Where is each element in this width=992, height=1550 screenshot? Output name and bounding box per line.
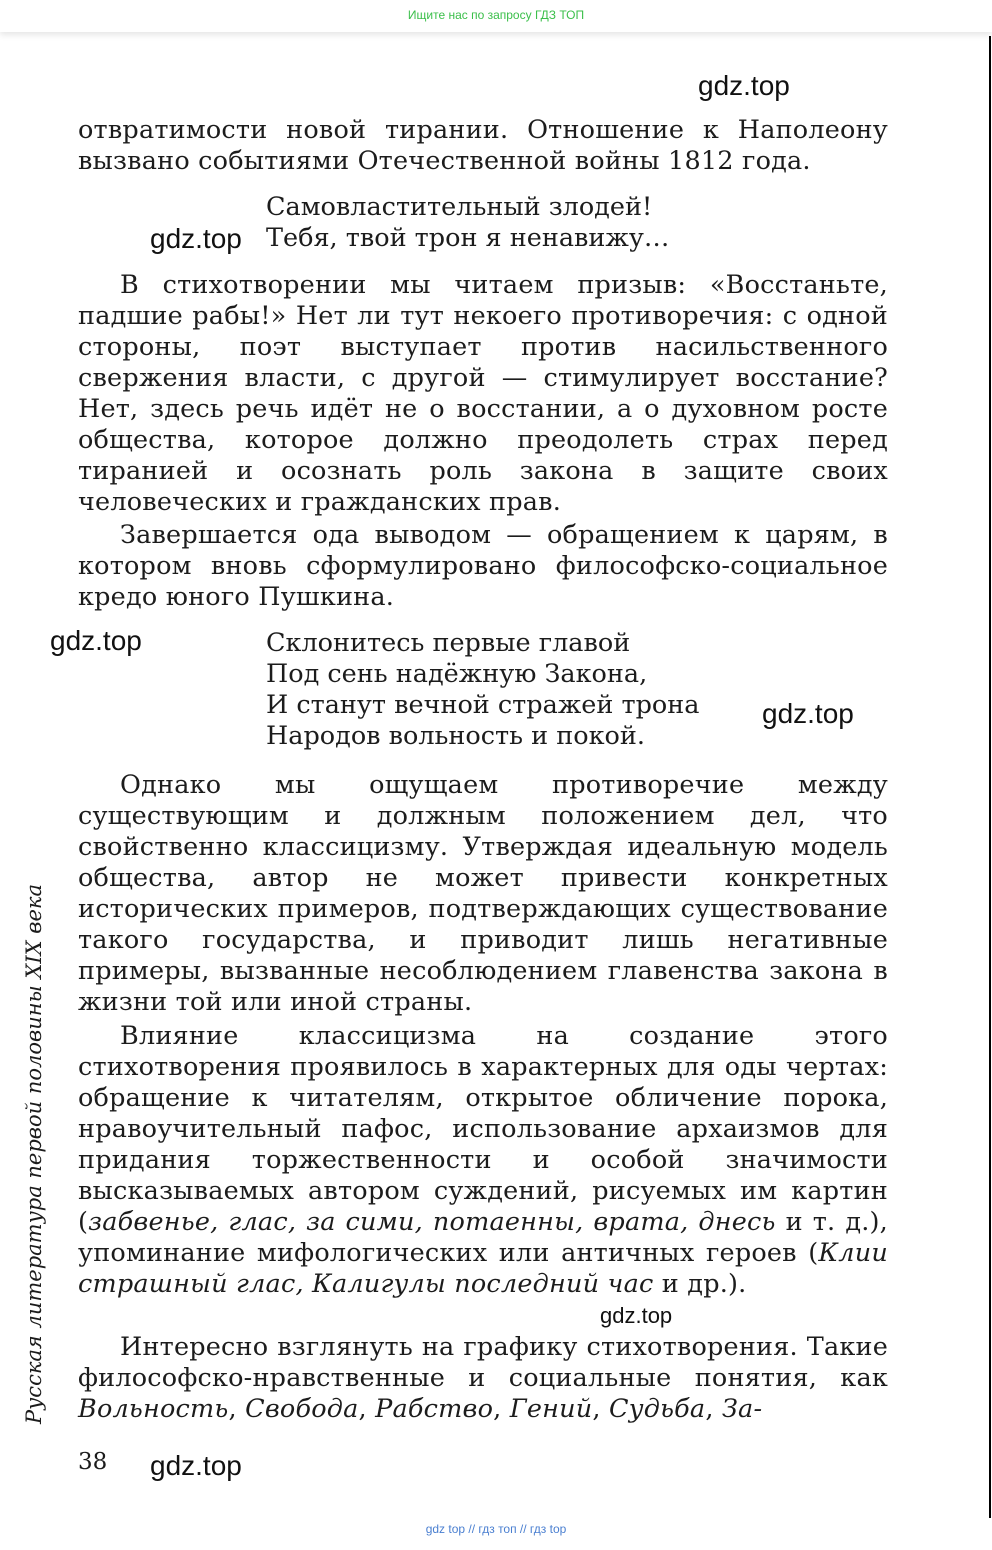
archaisms-list: забвенье, глас, за сими, потаенны, врата, днесь xyxy=(88,1207,776,1237)
separator: , xyxy=(705,1394,722,1424)
verse-2-line: И станут вечной стражей трона xyxy=(266,690,700,720)
watermark: gdz.top xyxy=(762,698,854,729)
separator: , xyxy=(358,1394,376,1424)
paragraph-6-text: Интересно взглянуть на графику стихотворения. Такие философско-нравственные и социальные понятия, как xyxy=(78,1332,888,1393)
concept-word: Вольность xyxy=(78,1394,229,1424)
watermark: gdz.top xyxy=(50,625,142,656)
mythology-quote: Клии страшный глас, Калигулы последний час xyxy=(78,1238,888,1299)
verse-2-line: Народов вольность и покой. xyxy=(266,721,645,751)
paragraph-5-text: и др.). xyxy=(653,1269,747,1299)
footer-text[interactable]: gdz top // гдз топ // гдз top xyxy=(425,1522,567,1536)
paragraph-4: Однако мы ощущаем противоречие между существующим и должным положением дел, что свойственно классицизму. Утверждая идеальную модель общества, автор не может привести конкретных исторических примеров, подтверждающих существование такого государства, и приводит лишь негативные примеры, вызванные несоблюдением главенства закона в жизни той или иной страны. xyxy=(78,770,888,1017)
watermark: gdz.top xyxy=(150,1450,242,1481)
verse-2-line: Под сень надёжную Закона, xyxy=(266,659,648,689)
paragraph-6 xyxy=(78,1332,888,1425)
verse-2 xyxy=(266,628,826,752)
separator: , xyxy=(592,1394,610,1424)
paragraph-1: отвратимости новой тирании. Отношение к Наполеону вызвано событиями Отечественной войны 1812 года. xyxy=(78,115,888,176)
concept-word: За- xyxy=(721,1394,763,1424)
separator: , xyxy=(493,1394,510,1424)
paragraph-5 xyxy=(78,1021,888,1300)
verse-1 xyxy=(266,192,826,254)
paragraph-2: В стихотворении мы читаем призыв: «Восстаньте, падшие рабы!» Нет ли тут некоего противоречия: с одной стороны, поэт выступает против насильственного свержения власти, с другой — стимулирует восстание? Нет, здесь речь идёт не о восстании, а о духовном росте общества, которое должно преодолеть страх перед тиранией и осознать роль закона в защите своих человеческих и гражданских прав. xyxy=(78,270,888,517)
concept-word: Рабство xyxy=(375,1394,494,1424)
paragraph-5-text: Влияние классицизма на создание этого стихотворения проявилось в характерных для оды чертах: обращение к читателям, открытое обличение порока, нравоучительный пафос, использование архаизмов для придания торжественности и особой значимости высказываемых автором суждений, рисуемых им картин ( xyxy=(78,1021,888,1237)
banner-text[interactable]: Ищите нас по запросу ГДЗ ТОП xyxy=(407,8,585,22)
verse-1-line: Самовластительный злодей! xyxy=(266,192,653,222)
separator: , xyxy=(228,1394,246,1424)
watermark: gdz.top xyxy=(600,1303,673,1328)
verse-2-line: Склонитесь первые главой xyxy=(266,628,631,658)
side-chapter-title: Русская литература первой половины XIX века xyxy=(22,884,46,1424)
verse-1-line: Тебя, твой трон я ненавижу… xyxy=(266,223,670,253)
top-banner[interactable] xyxy=(0,0,992,32)
concept-word: Судьба xyxy=(609,1394,706,1424)
watermark: gdz.top xyxy=(150,223,242,254)
concept-word: Гений xyxy=(509,1394,593,1424)
footer-links[interactable] xyxy=(0,1522,992,1536)
page-number: 38 xyxy=(78,1449,108,1475)
paragraph-5-text: и т. д.), упоминание мифологических или античных героев ( xyxy=(78,1207,888,1268)
concept-word: Свобода xyxy=(245,1394,359,1424)
paragraph-3: Завершается ода выводом — обращением к царям, в котором вновь сформулировано философско-социальное кредо юного Пушкина. xyxy=(78,520,888,612)
watermark: gdz.top xyxy=(698,70,790,101)
